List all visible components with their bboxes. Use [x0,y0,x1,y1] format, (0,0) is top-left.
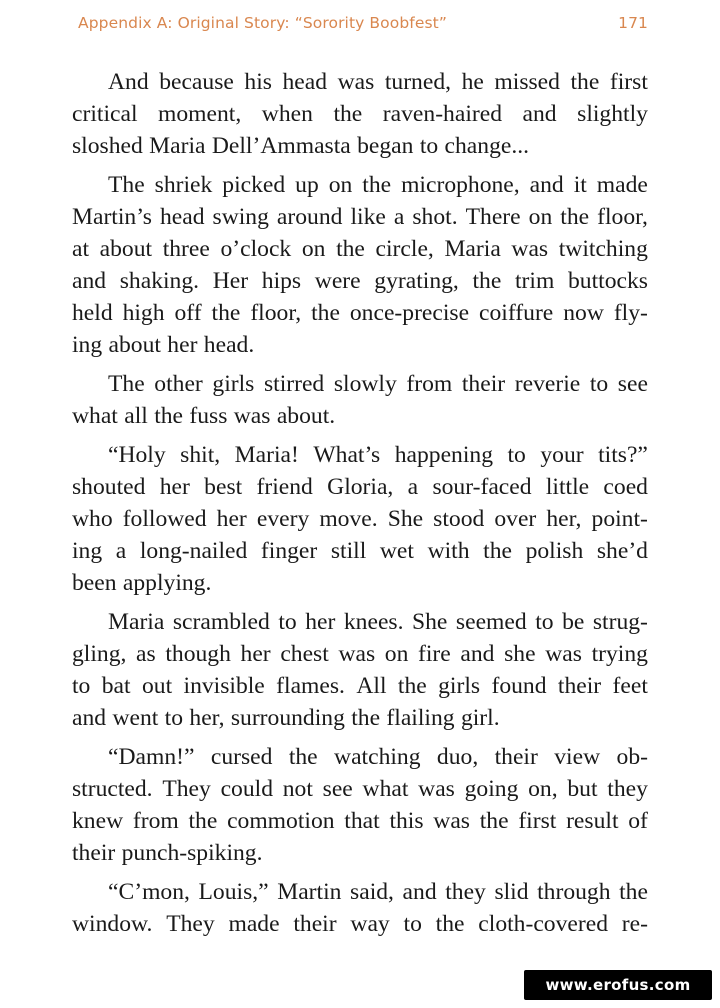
paragraph [72,169,648,361]
text-line: “C’mon, Louis,” Martin said, and they slid through the [108,879,648,905]
running-head-title: Appendix A: Original Story: “Sorority Boobfest” [78,14,447,32]
text-line: sloshed Maria Dell’Ammasta began to change... [72,133,530,159]
text-line: critical moment, when the raven-haired and slightly [72,101,648,127]
text-line: what all the fuss was about. [72,403,336,429]
paragraph [72,439,648,599]
text-line: shouted her best friend Gloria, a sour-faced little coed [72,474,648,500]
watermark-logo: www.erofus.com [524,970,712,1000]
text-line: who followed her every move. She stood over her, point- [72,506,648,532]
text-line: ing about her head. [72,332,255,358]
text-line: “Damn!” cursed the watching duo, their view ob- [108,744,648,770]
text-line: held high off the floor, the once-precise coiffure now fly- [72,300,648,326]
text-line: to bat out invisible flames. All the girls found their feet [72,673,648,699]
text-line: gling, as though her chest was on fire and she was trying [72,641,648,667]
text-line: ing a long-nailed finger still wet with the polish she’d [72,538,648,564]
paragraph [72,368,648,432]
page-number: 171 [618,14,648,32]
text-line: The other girls stirred slowly from their reverie to see [108,371,648,397]
text-line: Maria scrambled to her knees. She seemed to be strug- [108,609,648,635]
text-line: and went to her, surrounding the flailing girl. [72,705,500,731]
text-line: “Holy shit, Maria! What’s happening to your tits?” [108,442,648,468]
text-line: Martin’s head swing around like a shot. There on the floor, [72,204,648,230]
running-head [78,14,648,38]
text-line: at about three o’clock on the circle, Maria was twitching [72,236,648,262]
text-line: and shaking. Her hips were gyrating, the trim buttocks [72,268,648,294]
text-line: been applying. [72,570,212,596]
text-line: window. They made their way to the cloth-covered re- [72,911,648,937]
text-line: their punch-spiking. [72,840,263,866]
paragraph [72,66,648,162]
text-line: The shriek picked up on the microphone, and it made [108,172,648,198]
paragraph [72,606,648,734]
text-line: structed. They could not see what was going on, but they [72,776,648,802]
text-line: And because his head was turned, he missed the first [108,69,648,95]
story-text [72,66,648,940]
text-line: knew from the commotion that this was the first result of [72,808,648,834]
paragraph [72,741,648,869]
paragraph [72,876,648,940]
